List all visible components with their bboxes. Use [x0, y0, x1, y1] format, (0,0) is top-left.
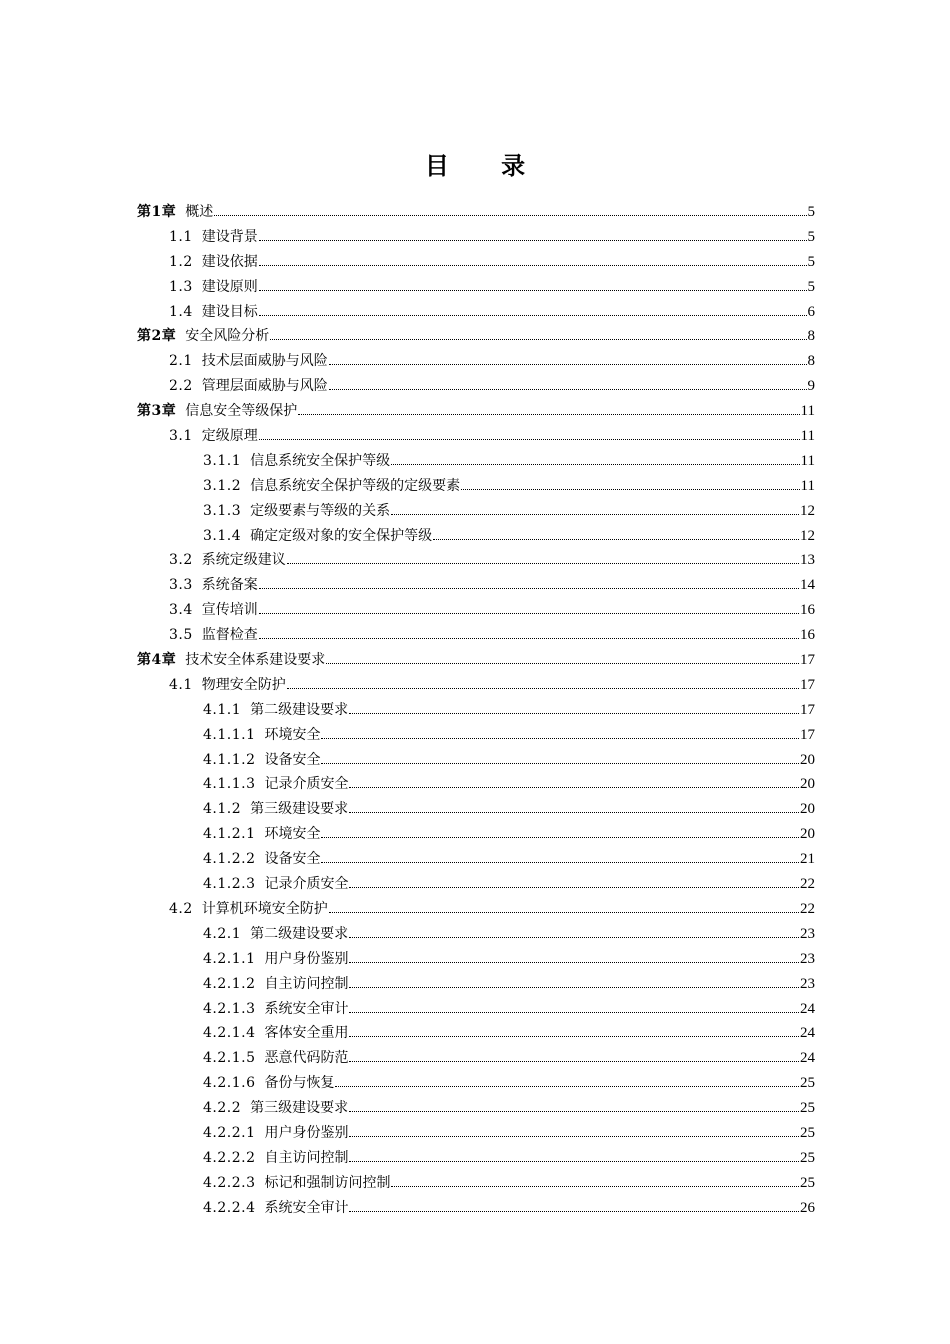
toc-entry-page-number: 24 [800, 1025, 815, 1042]
toc-entry-page-number: 6 [807, 303, 815, 320]
toc-entry-title: 客体安全重用 [264, 1025, 349, 1042]
toc-entry-title: 备份与恢复 [264, 1075, 335, 1092]
toc-entry-number: 4.2.1.1 [203, 950, 256, 967]
toc-entry[interactable] [137, 548, 815, 573]
toc-entry-number: 4.1.2.1 [203, 826, 256, 843]
toc-entry[interactable] [137, 1071, 815, 1096]
toc-entry-title: 自主访问控制 [264, 1149, 349, 1166]
toc-entry-number: 4.2.2.4 [203, 1199, 256, 1216]
toc-entry-number: 4.2.1.6 [203, 1075, 256, 1092]
toc-entry-page-number: 11 [800, 428, 815, 445]
toc-entry-page-number: 23 [800, 925, 815, 942]
toc-entry-page-number: 16 [800, 627, 815, 644]
toc-dot-leader [298, 414, 799, 415]
toc-dot-leader [349, 1161, 799, 1162]
toc-entry-page-number: 14 [800, 577, 815, 594]
toc-entry-number: 3.1.4 [203, 527, 242, 544]
toc-entry[interactable] [137, 648, 815, 673]
toc-entry[interactable] [137, 225, 815, 250]
toc-entry-title: 宣传培训 [201, 602, 258, 619]
toc-entry-number: 3.1 [169, 428, 193, 445]
toc-entry[interactable] [137, 1196, 815, 1221]
toc-entry-title: 安全风险分析 [185, 328, 270, 345]
toc-entry[interactable] [137, 424, 815, 449]
toc-entry-page-number: 11 [800, 403, 815, 420]
toc-entry-title: 环境安全 [264, 726, 321, 743]
toc-entry-number: 第2章 [137, 328, 177, 345]
toc-entry-page-number: 5 [807, 204, 815, 220]
toc-entry-title: 信息系统安全保护等级的定级要素 [250, 477, 461, 494]
toc-dot-leader [259, 613, 799, 614]
toc-entry-page-number: 5 [807, 253, 815, 270]
toc-dot-leader [270, 339, 806, 340]
toc-entry-number: 第1章 [137, 204, 177, 220]
toc-entry-page-number: 23 [800, 975, 815, 992]
toc-entry-number: 4.2 [169, 900, 193, 917]
toc-entry-number: 2.2 [169, 378, 193, 395]
toc-entry-title: 计算机环境安全防护 [201, 900, 328, 917]
toc-entry-title: 第三级建设要求 [250, 801, 349, 818]
toc-dot-leader [321, 738, 799, 739]
toc-entry-number: 4.1.1.2 [203, 751, 256, 768]
toc-entry-number: 4.1.1 [203, 701, 242, 718]
toc-entry-title: 建设目标 [201, 303, 258, 320]
toc-dot-leader [287, 688, 799, 689]
toc-entry[interactable] [137, 1046, 815, 1071]
toc-entry-page-number: 16 [800, 602, 815, 619]
toc-entry[interactable] [137, 1171, 815, 1196]
toc-dot-leader [349, 787, 799, 788]
toc-entry-title: 系统备案 [201, 577, 258, 594]
toc-entry-number: 4.2.1.3 [203, 1000, 256, 1017]
toc-entry-page-number: 17 [800, 726, 815, 743]
toc-entry-title: 物理安全防护 [201, 676, 286, 693]
toc-entry[interactable] [137, 300, 815, 325]
toc-entry[interactable] [137, 822, 815, 847]
toc-entry[interactable] [137, 897, 815, 922]
toc-entry-title: 信息系统安全保护等级 [250, 452, 391, 469]
toc-dot-leader [349, 1036, 799, 1037]
toc-entry[interactable] [137, 598, 815, 623]
toc-dot-leader [349, 1061, 799, 1062]
toc-entry-title: 定级要素与等级的关系 [250, 502, 391, 519]
toc-entry-number: 4.1.2.2 [203, 851, 256, 868]
toc-entry-number: 4.2.2.1 [203, 1124, 256, 1141]
toc-entry-number: 4.2.2 [203, 1100, 242, 1117]
toc-entry-number: 4.2.1.5 [203, 1050, 256, 1067]
toc-dot-leader [349, 1211, 799, 1212]
toc-entry[interactable] [137, 474, 815, 499]
toc-entry[interactable] [137, 1146, 815, 1171]
toc-entry-title: 技术安全体系建设要求 [185, 652, 326, 669]
toc-entry-page-number: 5 [807, 228, 815, 245]
toc-entry[interactable] [137, 947, 815, 972]
toc-entry-title: 系统安全审计 [264, 1199, 349, 1216]
toc-entry-page-number: 12 [800, 502, 815, 519]
toc-entry-number: 4.1.1.3 [203, 776, 256, 793]
toc-entry[interactable] [137, 1096, 815, 1121]
toc-entry[interactable] [137, 499, 815, 524]
toc-entry[interactable] [137, 374, 815, 399]
toc-entry-title: 记录介质安全 [264, 876, 349, 893]
toc-dot-leader [259, 240, 807, 241]
toc-entry[interactable] [137, 698, 815, 723]
toc-entry-page-number: 11 [800, 452, 815, 469]
toc-dot-leader [259, 588, 799, 589]
toc-entry-title: 定级原理 [201, 428, 258, 445]
toc-entry-title: 建设原则 [201, 278, 258, 295]
toc-entry[interactable] [137, 847, 815, 872]
toc-entry[interactable] [137, 997, 815, 1022]
toc-entry[interactable] [137, 872, 815, 897]
toc-entry-title: 建设背景 [201, 228, 258, 245]
toc-entry-page-number: 25 [800, 1149, 815, 1166]
toc-entry-page-number: 25 [800, 1100, 815, 1117]
toc-entry-title: 用户身份鉴别 [264, 1124, 349, 1141]
toc-entry[interactable] [137, 275, 815, 300]
toc-entry[interactable] [137, 623, 815, 648]
toc-entry[interactable] [137, 972, 815, 997]
toc-entry[interactable] [137, 324, 815, 349]
toc-entry-title: 第三级建设要求 [250, 1100, 349, 1117]
toc-entry-page-number: 20 [800, 776, 815, 793]
toc-entry-number: 4.1.1.1 [203, 726, 256, 743]
toc-dot-leader [335, 1086, 799, 1087]
toc-entry-title: 建设依据 [201, 253, 258, 270]
toc-entry[interactable] [137, 922, 815, 947]
toc-entry-number: 4.2.1.2 [203, 975, 256, 992]
toc-dot-leader [214, 215, 806, 216]
toc-entry-number: 1.3 [169, 278, 193, 295]
toc-dot-leader [321, 763, 799, 764]
toc-entry-number: 4.1.2 [203, 801, 242, 818]
toc-dot-leader [433, 539, 799, 540]
toc-entry-page-number: 26 [800, 1199, 815, 1216]
toc-dot-leader [329, 389, 807, 390]
toc-entry-number: 第3章 [137, 403, 177, 420]
toc-dot-leader [326, 663, 799, 664]
toc-title: 目 录 [424, 151, 548, 181]
toc-entry-page-number: 11 [800, 477, 815, 494]
toc-entry-number: 3.5 [169, 627, 193, 644]
toc-entry-number: 1.4 [169, 303, 193, 320]
toc-entry-title: 系统安全审计 [264, 1000, 349, 1017]
toc-entry[interactable] [137, 797, 815, 822]
toc-entry-number: 1.1 [169, 228, 193, 245]
toc-entry-title: 信息安全等级保护 [185, 403, 298, 420]
toc-entry[interactable] [137, 1021, 815, 1046]
toc-dot-leader [349, 1012, 799, 1013]
toc-dot-leader [349, 987, 799, 988]
toc-entry[interactable] [137, 673, 815, 698]
toc-entry-number: 4.1 [169, 676, 193, 693]
toc-entry-title: 设备安全 [264, 851, 321, 868]
toc-dot-leader [329, 912, 799, 913]
toc-dot-leader [259, 439, 800, 440]
toc-entry-page-number: 17 [800, 701, 815, 718]
toc-entry-title: 第二级建设要求 [250, 925, 349, 942]
toc-entry-number: 4.2.2.2 [203, 1149, 256, 1166]
toc-entry-title: 技术层面威胁与风险 [201, 353, 328, 370]
toc-dot-leader [349, 1136, 799, 1137]
toc-dot-leader [259, 638, 799, 639]
toc-entry-number: 3.2 [169, 552, 193, 569]
toc-entry-number: 4.2.2.3 [203, 1174, 256, 1191]
toc-entry-number: 1.2 [169, 253, 193, 270]
toc-dot-leader [329, 364, 807, 365]
toc-entry[interactable] [137, 349, 815, 374]
toc-entry-page-number: 17 [800, 652, 815, 669]
toc-entry-number: 3.1.3 [203, 502, 242, 519]
toc-entry[interactable] [137, 1121, 815, 1146]
toc-entry-page-number: 9 [807, 378, 815, 395]
toc-dot-leader [391, 1186, 799, 1187]
toc-entry-page-number: 20 [800, 801, 815, 818]
toc-entry-title: 用户身份鉴别 [264, 950, 349, 967]
toc-entry-number: 4.2.1 [203, 925, 242, 942]
toc-entry-page-number: 5 [807, 278, 815, 295]
toc-dot-leader [349, 812, 799, 813]
toc-entry-page-number: 23 [800, 950, 815, 967]
toc-entry-title: 设备安全 [264, 751, 321, 768]
toc-dot-leader [349, 962, 799, 963]
toc-entry-title: 概述 [185, 204, 214, 220]
toc-entry-number: 3.4 [169, 602, 193, 619]
toc-entry-number: 3.1.1 [203, 452, 242, 469]
toc-entry[interactable] [137, 250, 815, 275]
toc-dot-leader [349, 937, 799, 938]
toc-entry-page-number: 21 [800, 851, 815, 868]
toc-entry[interactable] [137, 449, 815, 474]
toc-entry-page-number: 8 [807, 328, 815, 345]
toc-entry-number: 2.1 [169, 353, 193, 370]
toc-entry-page-number: 20 [800, 751, 815, 768]
toc-entry-title: 环境安全 [264, 826, 321, 843]
toc-entry[interactable] [137, 772, 815, 797]
toc-entry-number: 第4章 [137, 652, 177, 669]
toc-entry-page-number: 22 [800, 876, 815, 893]
toc-entry-page-number: 24 [800, 1000, 815, 1017]
toc-entry-number: 3.1.2 [203, 477, 242, 494]
toc-entry[interactable] [137, 200, 815, 225]
toc-entry[interactable] [137, 723, 815, 748]
toc-dot-leader [349, 887, 799, 888]
toc-entry-title: 管理层面威胁与风险 [201, 378, 328, 395]
toc-entry-page-number: 25 [800, 1075, 815, 1092]
toc-entry-page-number: 17 [800, 676, 815, 693]
toc-entry-number: 4.2.1.4 [203, 1025, 256, 1042]
toc-entry[interactable] [137, 399, 815, 424]
toc-entry[interactable] [137, 573, 815, 598]
toc-entry-title: 恶意代码防范 [264, 1050, 349, 1067]
toc-dot-leader [461, 489, 799, 490]
toc-entry-page-number: 25 [800, 1174, 815, 1191]
toc-dot-leader [321, 862, 799, 863]
toc-dot-leader [259, 315, 807, 316]
toc-entry[interactable] [137, 748, 815, 773]
toc-list [137, 200, 815, 1221]
toc-entry-page-number: 25 [800, 1124, 815, 1141]
toc-entry[interactable] [137, 524, 815, 549]
toc-entry-page-number: 12 [800, 527, 815, 544]
toc-entry-number: 3.3 [169, 577, 193, 594]
toc-dot-leader [349, 1111, 799, 1112]
toc-entry-page-number: 22 [800, 900, 815, 917]
toc-entry-page-number: 13 [800, 552, 815, 569]
toc-entry-title: 确定定级对象的安全保护等级 [250, 527, 433, 544]
toc-dot-leader [349, 713, 799, 714]
toc-dot-leader [259, 265, 807, 266]
toc-entry-title: 记录介质安全 [264, 776, 349, 793]
toc-dot-leader [259, 290, 807, 291]
toc-entry-page-number: 8 [807, 353, 815, 370]
toc-entry-title: 监督检查 [201, 627, 258, 644]
toc-entry-page-number: 20 [800, 826, 815, 843]
toc-entry-title: 自主访问控制 [264, 975, 349, 992]
toc-dot-leader [321, 837, 799, 838]
toc-entry-page-number: 24 [800, 1050, 815, 1067]
toc-dot-leader [287, 563, 799, 564]
toc-entry-number: 4.1.2.3 [203, 876, 256, 893]
toc-entry-title: 系统定级建议 [201, 552, 286, 569]
toc-entry-title: 第二级建设要求 [250, 701, 349, 718]
toc-dot-leader [391, 514, 799, 515]
toc-entry-title: 标记和强制访问控制 [264, 1174, 391, 1191]
toc-dot-leader [391, 464, 799, 465]
